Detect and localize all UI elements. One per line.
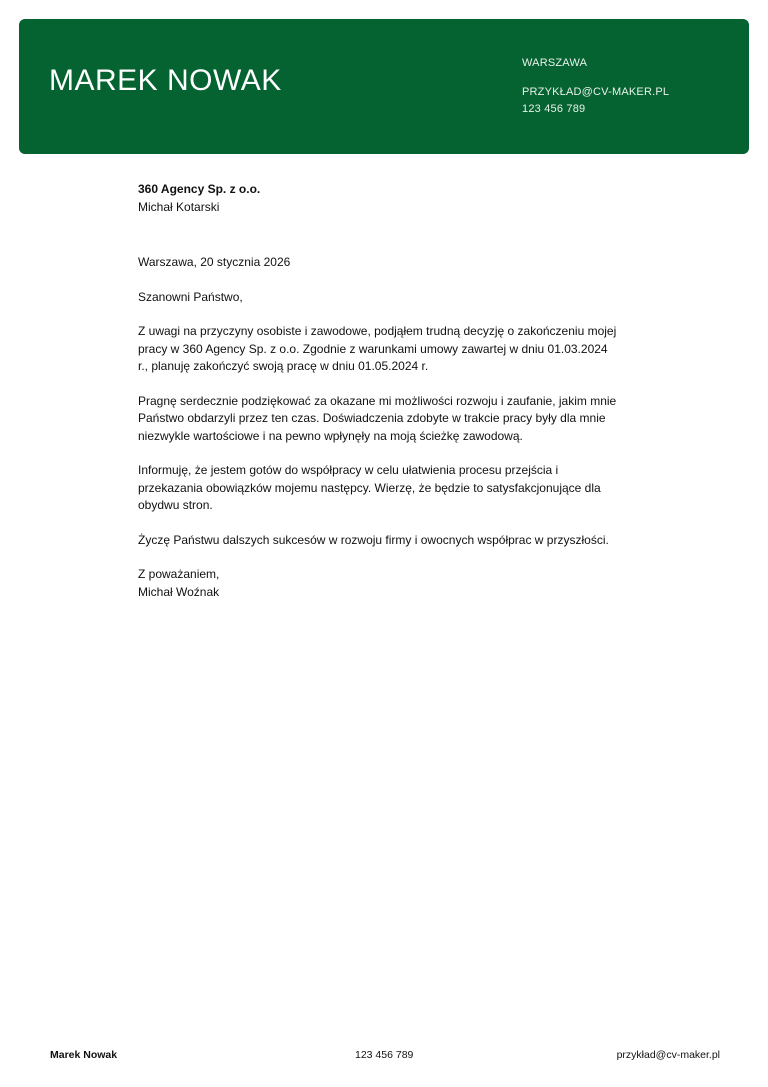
letter-paragraph-4: Życzę Państwu dalszych sukcesów w rozwoju firmy i owocnych współprac w przyszłości. [138, 532, 609, 547]
footer-phone: 123 456 789 [355, 1049, 414, 1061]
letter-paragraph-2: Pragnę serdecznie podziękować za okazane mi możliwości rozwoju i zaufanie, jakim mnie Państwo obdarzyli przez ten czas. Doświadczenia zdobyte w trakcie pracy były dla mnie niezwykle wartościowe i na pewno wpłynęły na moją ścieżkę zawodową. [138, 393, 617, 443]
letter-greeting: Szanowni Państwo, [138, 289, 243, 304]
header-banner [19, 19, 749, 154]
footer-email[interactable]: przykład@cv-maker.pl [616, 1049, 720, 1061]
sender-email[interactable]: PRZYKŁAD@CV-MAKER.PL [522, 86, 670, 98]
recipient-person: Michał Kotarski [138, 199, 220, 214]
letter-body [138, 181, 618, 601]
sender-city: WARSZAWA [522, 57, 588, 69]
letter-date: Warszawa, 20 stycznia 2026 [138, 255, 291, 269]
sender-name: MAREK NOWAK [49, 64, 282, 97]
letter-signature: Michał Woźnak [138, 584, 220, 599]
footer-name: Marek Nowak [50, 1049, 118, 1061]
recipient-company: 360 Agency Sp. z o.o. [138, 182, 261, 196]
letter-closing: Z poważaniem, [138, 567, 220, 581]
letter-paragraph-3: Informuję, że jestem gotów do współpracy w celu ułatwienia procesu przejścia i przekazania obowiązków mojemu następcy. Wierzę, że będzie to satysfakcjonujące dla obydwu stron. [138, 463, 601, 512]
letter-paragraph-1: Z uwagi na przyczyny osobiste i zawodowe, podjąłem trudną decyzję o zakończeniu mojej pracy w 360 Agency Sp. z o.o. Zgodnie z warunkami umowy zawartej w dniu 01.03.2024 r., planuję zakończyć swoją pracę w dniu 01.05.2024 r. [138, 324, 617, 373]
sender-phone: 123 456 789 [522, 103, 586, 115]
